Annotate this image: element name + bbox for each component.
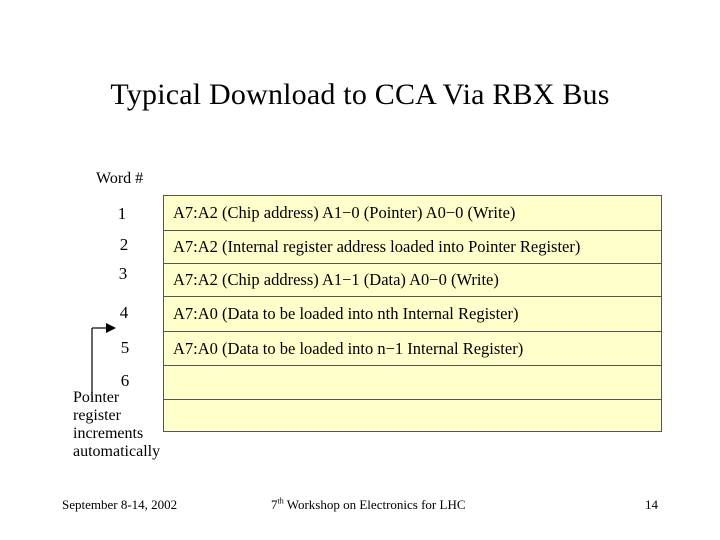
footer-date: September 8-14, 2002 [62,497,178,512]
row-text: A7:A2 (Chip address) A1−0 (Pointer) A0−0 (Write) [173,203,516,222]
pointer-note-line: Pointer [73,389,120,406]
word-number-2: 2 [119,235,129,254]
word-number-5: 5 [120,338,130,357]
row-text: A7:A2 (Chip address) A1−1 (Data) A0−0 (Write) [173,270,499,289]
footer-workshop-number: 7 [271,497,278,512]
table-row [164,231,661,264]
footer-workshop [271,497,466,513]
slide-title: Typical Download to CCA Via RBX Bus [110,78,610,111]
table-row [164,366,661,400]
pointer-note-line: increments [73,425,144,442]
pointer-arrow-icon [80,320,120,400]
pointer-note-line: automatically [73,443,161,460]
table-row [164,264,661,297]
pointer-note [73,389,160,461]
page-number: 14 [645,497,658,512]
word-number-4: 4 [119,303,129,322]
row-text: A7:A2 (Internal register address loaded into Pointer Register) [173,237,581,256]
word-table [163,195,662,432]
word-number-3: 3 [118,264,128,283]
table-row [164,400,661,431]
word-number-header: Word # [96,170,144,187]
row-text: A7:A0 (Data to be loaded into n−1 Internal Register) [173,338,524,358]
word-number-1: 1 [117,204,127,223]
word-number-6: 6 [120,371,130,390]
table-row [164,196,661,231]
footer-workshop-name: Workshop on Electronics for LHC [283,497,466,512]
row-text: A7:A0 (Data to be loaded into nth Internal Register) [173,304,519,323]
footer-workshop-ordinal: th [277,496,284,506]
table-row [164,332,661,366]
pointer-note-line: register [73,407,121,424]
table-row [164,297,661,332]
